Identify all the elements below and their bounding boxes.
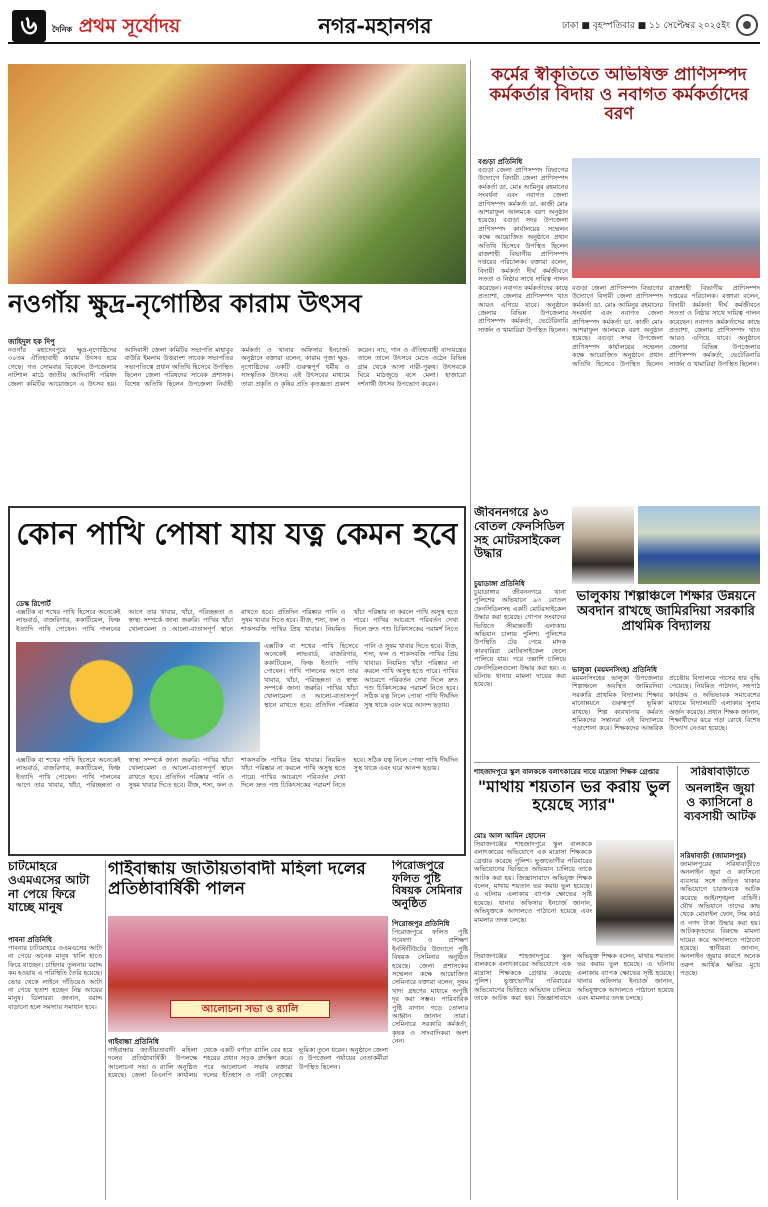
- oms-body: পাবনার চাটমোহরে ওএমএসের আটা না পেয়ে অনেক মানুষ খালি হাতে ফিরে যাচ্ছেন। চাহিদার তুলনায় বরাদ্দ কম হওয়ায় এ পরিস্থিতি তৈরি হয়েছে। ভোর থেকে লাইনে দাঁড়িয়েও আটা না পেয়ে হতাশ হচ্ছেন নিম্ন আয়ের মানুষ। ডিলাররা জানান, বরাদ্দ বাড়ানো হলে সমস্যার সমাধান হবে।: [8, 944, 102, 1011]
- lead-body: নওগাঁর মহাদেবপুরে ক্ষুদ্র-নৃগোষ্ঠিদের ৩০তম ঐতিহ্যবাহী কারাম উৎসব হয়ে গেছে। গত সোমবার বিকেলে উপজেলার নাটশাল মাঠে জাতীয় আদিবাসী পরিষদ জেলা কমিটির আয়োজনে এ উৎসব হয়। আদিবাসী জেলা কমিটির সভাপতি মাহাবুব বাউরি ইমলাম উত্তরাংশ সাবেক সভাপতির সভাপতিত্বে প্রধান অতিথি হিসেবে উপস্থিত ছিলেন জেলা পরিষদের সাবেক প্রশাসক। বিশেষ অতিথি ছিলেন উপজেলা নির্বাহী কর্মকর্তা ও থানার অফিসার ইনচার্জ। অনুষ্ঠানে বক্তারা বলেন, কারাম পূজা ক্ষুদ্র-নৃগোষ্ঠিদের একটি গুরুত্বপূর্ণ ধর্মীয় ও সাংস্কৃতিক উৎসব। এই উৎসবের মাধ্যমে তারা প্রকৃতি ও কৃষির প্রতি কৃতজ্ঞতা প্রকাশ করেন। নাচ, গান ও ঐতিহ্যবাহী বাদ্যযন্ত্রের তালে তালে উৎসবে মেতে ওঠেন বিভিন্ন গ্রাম থেকে আসা নারী-পুরুষ। উৎসবকে ঘিরে মাঠজুড়ে বসে মেলা। হাজারো দর্শনার্থী উৎসব উপভোগ করেন।: [8, 346, 466, 388]
- birds-body-bottom: এক্সটিক বা শখের পাখি হিসেবে অনেকেই লাভবার্ড, বাজরিগার, ককাটিয়েল, ফিঞ্চ ইত্যাদি পাখি পোষেন। পাখি পালনের আগে তার খাবার, খাঁচা, পরিচ্ছন্নতা ও স্বাস্থ্য সম্পর্কে জানা জরুরি। পাখির খাঁচা খোলামেলা ও আলো-বাতাসপূর্ণ স্থানে রাখতে হবে। প্রতিদিন পরিষ্কার পানি ও সুষম খাবার দিতে হবে। বীজ, শস্য, ফল ও শাকসবজি পাখির প্রিয় খাবার। নিয়মিত খাঁচা পরিষ্কার না করলে পাখি অসুস্থ হতে পারে। পাখির আচরণে পরিবর্তন দেখা দিলে দ্রুত পশু চিকিৎসকের পরামর্শ নিতে হবে। সঠিক যত্ন নিলে পোষা পাখি দীর্ঘদিন সুস্থ থাকে এবং ঘরে আনন্দ ছড়ায়।: [16, 756, 458, 790]
- section-title: নগর-মহানগর: [318, 13, 432, 38]
- column-rule: [105, 860, 106, 1200]
- oms-byline: পাবনা প্রতিনিধি: [8, 935, 52, 944]
- phensidyl-headline: জীবননগরে ৯৩ বোতল ফেনসিডিল সহ মোটরসাইকেল উদ্ধার: [474, 506, 565, 561]
- quote-kicker: শাহজাদপুরে স্কুল বালককে বলাৎকারের দায়ে মাদ্রাসা শিক্ষক গ্রেপ্তার: [474, 767, 659, 776]
- seminar-headline: পিরোজপুরে ফলিত পুষ্টি বিষয়ক সেমিনার অনুষ্ঠিত: [392, 860, 463, 910]
- school-body: ময়মনসিংহের ভালুকা উপজেলার শিল্পাঞ্চলে অবস্থিত জামিরদিয়া সরকারি প্রাথমিক বিদ্যালয় শিক্ষার মানোন্নয়নে গুরুত্বপূর্ণ ভূমিকা রাখছে। শিল্প কারখানায় কর্মরত শ্রমিকদের সন্তানরা এই বিদ্যালয়ে পড়াশোনা করে। শিক্ষকদের আন্তরিক প্রচেষ্টায় বিদ্যালয়ে পাসের হার বৃদ্ধি পেয়েছে। নিয়মিত পাঠদান, সহপাঠ কার্যক্রম ও অভিভাবক সমাবেশের মাধ্যমে বিদ্যালয়টি এলাকায় সুনাম অর্জন করেছে। প্রধান শিক্ষক জানান, শিক্ষার্থীদের ঝরে পড়া রোধে বিশেষ উদ্যোগ নেওয়া হয়েছে।: [572, 674, 760, 733]
- lead-byline: জাহিদুল হক দিপু: [8, 337, 55, 346]
- sun-emblem-icon: [736, 14, 758, 36]
- oms-headline: চাটমোহরে ওএমএসের আটা না পেয়ে ফিরে যাচ্ছে মানুষ: [8, 860, 90, 915]
- quote-headline: "মাথায় শয়তান ভর করায় ভুল হয়েছে স্যার": [477, 778, 671, 815]
- seminar-byline: পিরোজপুর প্রতিনিধি: [392, 919, 450, 928]
- gambling-kicker: সরিষাবাড়ীতে: [690, 766, 750, 778]
- seminar-body: পিরোজপুরে ফলিত পুষ্টি গবেষণা ও প্রশিক্ষণ ইনস্টিটিউটের উদ্যোগে পুষ্টি বিষয়ক সেমিনার অনুষ্ঠিত হয়েছে। জেলা প্রশাসকের সম্মেলন কক্ষে আয়োজিত সেমিনারে বক্তারা বলেন, সুষম খাদ্য গ্রহণের মাধ্যমে অপুষ্টি দূর করা সম্ভব। পারিবারিক পুষ্টি বাগান গড়ে তোলার আহ্বান জানান তারা। সেমিনারে সরকারি কর্মকর্তা, কৃষক ও সাংবাদিকরা অংশ নেন।: [392, 928, 468, 1046]
- gaibandha-headline: গাইবান্ধায় জাতীয়তাবাদী মহিলা দলের প্রতিষ্ঠাবার্ষিকী পালন: [108, 860, 366, 899]
- gaibandha-banner: আলোচনা সভা ও র‌্যালি: [170, 1000, 330, 1018]
- gambling-headline: অনলাইন জুয়া ও ক্যাসিনো ৪ ব্যবসায়ী আটক: [684, 782, 756, 823]
- school-headline: ভালুকায় শিল্পাঞ্চলে শিক্ষার উন্নয়নে অবদান রাখছে জামিরদিয়া সরকারি প্রাথমিক বিদ্যালয়: [576, 590, 756, 634]
- brand-title: প্রথম সূর্যোদয়: [78, 15, 181, 37]
- birds-byline: ডেস্ক রিপোর্ট: [16, 599, 51, 608]
- phensidyl-body: চুয়াডাঙ্গার জীবননগরে থানা পুলিশের অভিযানে ৯৩ বোতল ফেনসিডিলসহ একটি মোটরসাইকেল উদ্ধার করা হয়েছে। গোপন সংবাদের ভিত্তিতে সীমান্তবর্তী এলাকায় অভিযান চালায় পুলিশ। পুলিশের উপস্থিতি টের পেয়ে মাদক কারবারিরা মোটরসাইকেল ফেলে পালিয়ে যায়। পরে তল্লাশি চালিয়ে ফেনসিডিলগুলো উদ্ধার করা হয়। এ ঘটনায় থানায় মামলা দায়ের করা হয়েছে।: [474, 588, 566, 689]
- livestock-photo: [572, 158, 760, 278]
- gambling-body: জামালপুরের সরিষাবাড়ীতে অনলাইন জুয়া ও ক্যাসিনো ব্যবসার সঙ্গে জড়িত থাকার অভিযোগে চারজনকে আটক করেছে আইনশৃঙ্খলা বাহিনী। যৌথ অভিযানে তাদের কাছ থেকে মোবাইল ফোন, সিম কার্ড ও নগদ টাকা উদ্ধার করা হয়। আটককৃতদের বিরুদ্ধে মামলা দায়ের করে আদালতে পাঠানো হয়েছে। স্থানীয়রা জানান, অনলাইন জুয়ার কারণে অনেক তরুণ আর্থিক ক্ষতির মুখে পড়ছে।: [680, 860, 760, 978]
- livestock-byline: বগুড়া প্রতিনিধি: [478, 157, 523, 166]
- dateline: ঢাকা ■ বৃহস্পতিবার ■ ১১ সেপ্টেম্বর ২০২৫ইং: [561, 21, 730, 31]
- school-portrait-photo: [572, 506, 634, 584]
- quote-body: সিরাজগঞ্জের শাহজাদপুরে স্কুল বালককে বলাৎকারের অভিযোগে এক মাদ্রাসা শিক্ষককে গ্রেপ্তার করেছে পুলিশ। ভুক্তভোগীর পরিবারের অভিযোগের ভিত্তিতে অভিযান চালিয়ে তাকে আটক করা হয়। জিজ্ঞাসাবাদে অভিযুক্ত শিক্ষক বলেন, মাথায় শয়তান ভর করায় ভুল হয়েছে। এ ঘটনায় এলাকায় ব্যাপক ক্ষোভের সৃষ্টি হয়েছে। থানার অফিসার ইনচার্জ জানান, অভিযুক্তকে আদালতে পাঠানো হয়েছে এবং মামলার তদন্ত চলছে।: [474, 840, 592, 924]
- column-rule: [470, 60, 471, 1200]
- gaibandha-body: গাইবান্ধায় জাতীয়তাবাদী মহিলা দলের প্রতিষ্ঠাবার্ষিকী উপলক্ষে আলোচনা সভা ও র‌্যালি অনুষ্ঠিত হয়েছে। জেলা বিএনপি কার্যালয় থেকে একটি বর্ণাঢ্য র‌্যালি বের হয়ে শহরের প্রধান সড়ক প্রদক্ষিণ করে। পরে আলোচনা সভায় বক্তারা দলের ইতিহাস ও নারী নেতৃত্বের ভূমিকা তুলে ধরেন। অনুষ্ঠানে জেলা ও উপজেলা পর্যায়ের নেতাকর্মীরা উপস্থিত ছিলেন।: [108, 1046, 388, 1080]
- school-byline: ভালুকা (ময়মনসিংহ) প্রতিনিধি: [572, 665, 657, 674]
- quote-portrait-photo: [596, 840, 674, 946]
- gambling-byline: সরিষাবাড়ী (জামালপুর): [680, 851, 747, 860]
- lead-headline: নওগাঁয় ক্ষুদ্র-নৃগোষ্ঠির কারাম উৎসব: [8, 290, 362, 318]
- divider: [474, 762, 760, 763]
- quote-body-cont: সিরাজগঞ্জের শাহজাদপুরে স্কুল বালককে বলাৎকারের অভিযোগে এক মাদ্রাসা শিক্ষককে গ্রেপ্তার করেছে পুলিশ। ভুক্তভোগীর পরিবারের অভিযোগের ভিত্তিতে অভিযান চালিয়ে তাকে আটক করা হয়। জিজ্ঞাসাবাদে অভিযুক্ত শিক্ষক বলেন, মাথায় শয়তান ভর করায় ভুল হয়েছে। এ ঘটনায় এলাকায় ব্যাপক ক্ষোভের সৃষ্টি হয়েছে। থানার অফিসার ইনচার্জ জানান, অভিযুক্তকে আদালতে পাঠানো হয়েছে এবং মামলার তদন্ত চলছে।: [474, 952, 674, 1003]
- birds-intro: এক্সটিক বা শখের পাখি হিসেবে অনেকেই লাভবার্ড, বাজরিগার, ককাটিয়েল, ফিঞ্চ ইত্যাদি পাখি পোষেন। পাখি পালনের আগে তার খাবার, খাঁচা, পরিচ্ছন্নতা ও স্বাস্থ্য সম্পর্কে জানা জরুরি। পাখির খাঁচা খোলামেলা ও আলো-বাতাসপূর্ণ স্থানে রাখতে হবে। প্রতিদিন পরিষ্কার পানি ও সুষম খাবার দিতে হবে। বীজ, শস্য, ফল ও শাকসবজি পাখির প্রিয় খাবার। নিয়মিত খাঁচা পরিষ্কার না করলে পাখি অসুস্থ হতে পারে। পাখির আচরণে পরিবর্তন দেখা দিলে দ্রুত পশু চিকিৎসকের পরামর্শ নিতে: [16, 608, 458, 633]
- brand-prefix: দৈনিক: [52, 24, 73, 34]
- livestock-headline: কর্মের স্বীকৃতিতে অভিষিক্ত প্রাণিসম্পদ কর্মকর্তার বিদায় ও নবাগত কর্মকর্তাদের বরণ: [489, 66, 749, 125]
- livestock-body-cont: বগুড়া জেলা প্রাণিসম্পদ বিভাগের উদ্যোগে বিদায়ী জেলা প্রাণিসম্পদ কর্মকর্তা ডা. মোঃ আমিনুর রহমানের সংবর্ধনা এবং নবাগত জেলা প্রাণিসম্পদ কর্মকর্তা ডা. কাজী মোঃ আশরাফুল আলমকে বরণ অনুষ্ঠান হয়েছে। বগুড়া সদর উপজেলা প্রাণিসম্পদ কার্যালয়ের সম্মেলন কক্ষে আয়োজিত অনুষ্ঠানে প্রধান অতিথি হিসেবে উপস্থিত ছিলেন রাজশাহী বিভাগীয় প্রাণিসম্পদ দপ্তরের পরিচালক। বক্তারা বলেন, বিদায়ী কর্মকর্তা দীর্ঘ কর্মজীবনে সততা ও নিষ্ঠার সাথে দায়িত্ব পালন করেছেন। নবাগত কর্মকর্তাদের কাছে প্রত্যাশা, জেলার প্রাণিসম্পদ খাত আরও এগিয়ে যাবে। অনুষ্ঠানে জেলার বিভিন্ন উপজেলার প্রাণিসম্পদ কর্মকর্তা, ভেটেরিনারি সার্জন ও খামারিরা উপস্থিত ছিলেন।: [572, 284, 760, 368]
- page-number: ৬: [12, 10, 46, 42]
- phensidyl-byline: চুয়াডাঙ্গা প্রতিনিধি: [474, 579, 525, 588]
- school-students-photo: [638, 506, 760, 584]
- quote-byline: মোঃ আল আমিন হোসেন: [474, 831, 546, 840]
- gaibandha-byline: গাইবান্ধা প্রতিনিধি: [108, 1037, 159, 1046]
- livestock-body: বগুড়া জেলা প্রাণিসম্পদ বিভাগের উদ্যোগে বিদায়ী জেলা প্রাণিসম্পদ কর্মকর্তা ডা. মোঃ আমিনুর রহমানের সংবর্ধনা এবং নবাগত জেলা প্রাণিসম্পদ কর্মকর্তা ডা. কাজী মোঃ আশরাফুল আলমকে বরণ অনুষ্ঠান হয়েছে। বগুড়া সদর উপজেলা প্রাণিসম্পদ কার্যালয়ের সম্মেলন কক্ষে আয়োজিত অনুষ্ঠানে প্রধান অতিথি হিসেবে উপস্থিত ছিলেন রাজশাহী বিভাগীয় প্রাণিসম্পদ দপ্তরের পরিচালক। বক্তারা বলেন, বিদায়ী কর্মকর্তা দীর্ঘ কর্মজীবনে সততা ও নিষ্ঠার সাথে দায়িত্ব পালন করেছেন। নবাগত কর্মকর্তাদের কাছে প্রত্যাশা, জেলার প্রাণিসম্পদ খাত আরও এগিয়ে যাবে। অনুষ্ঠানে জেলার বিভিন্ন উপজেলার প্রাণিসম্পদ কর্মকর্তা, ভেটেরিনারি সার্জন ও খামারিরা উপস্থিত ছিলেন।: [478, 166, 568, 334]
- karam-festival-photo: [8, 64, 466, 284]
- birds-headline: কোন পাখি পোষা যায় যত্ন কেমন হবে: [16, 517, 458, 552]
- birds-photo: [16, 642, 260, 752]
- birds-body-right: এক্সটিক বা শখের পাখি হিসেবে অনেকেই লাভবার্ড, বাজরিগার, ককাটিয়েল, ফিঞ্চ ইত্যাদি পাখি পোষেন। পাখি পালনের আগে তার খাবার, খাঁচা, পরিচ্ছন্নতা ও স্বাস্থ্য সম্পর্কে জানা জরুরি। পাখির খাঁচা খোলামেলা ও আলো-বাতাসপূর্ণ স্থানে রাখতে হবে। প্রতিদিন পরিষ্কার পানি ও সুষম খাবার দিতে হবে। বীজ, শস্য, ফল ও শাকসবজি পাখির প্রিয় খাবার। নিয়মিত খাঁচা পরিষ্কার না করলে পাখি অসুস্থ হতে পারে। পাখির আচরণে পরিবর্তন দেখা দিলে দ্রুত পশু চিকিৎসকের পরামর্শ নিতে হবে। সঠিক যত্ন নিলে পোষা পাখি দীর্ঘদিন সুস্থ থাকে এবং ঘরে আনন্দ ছড়ায়।: [264, 642, 458, 709]
- brand-name: [52, 10, 202, 42]
- column-rule: [677, 766, 678, 1200]
